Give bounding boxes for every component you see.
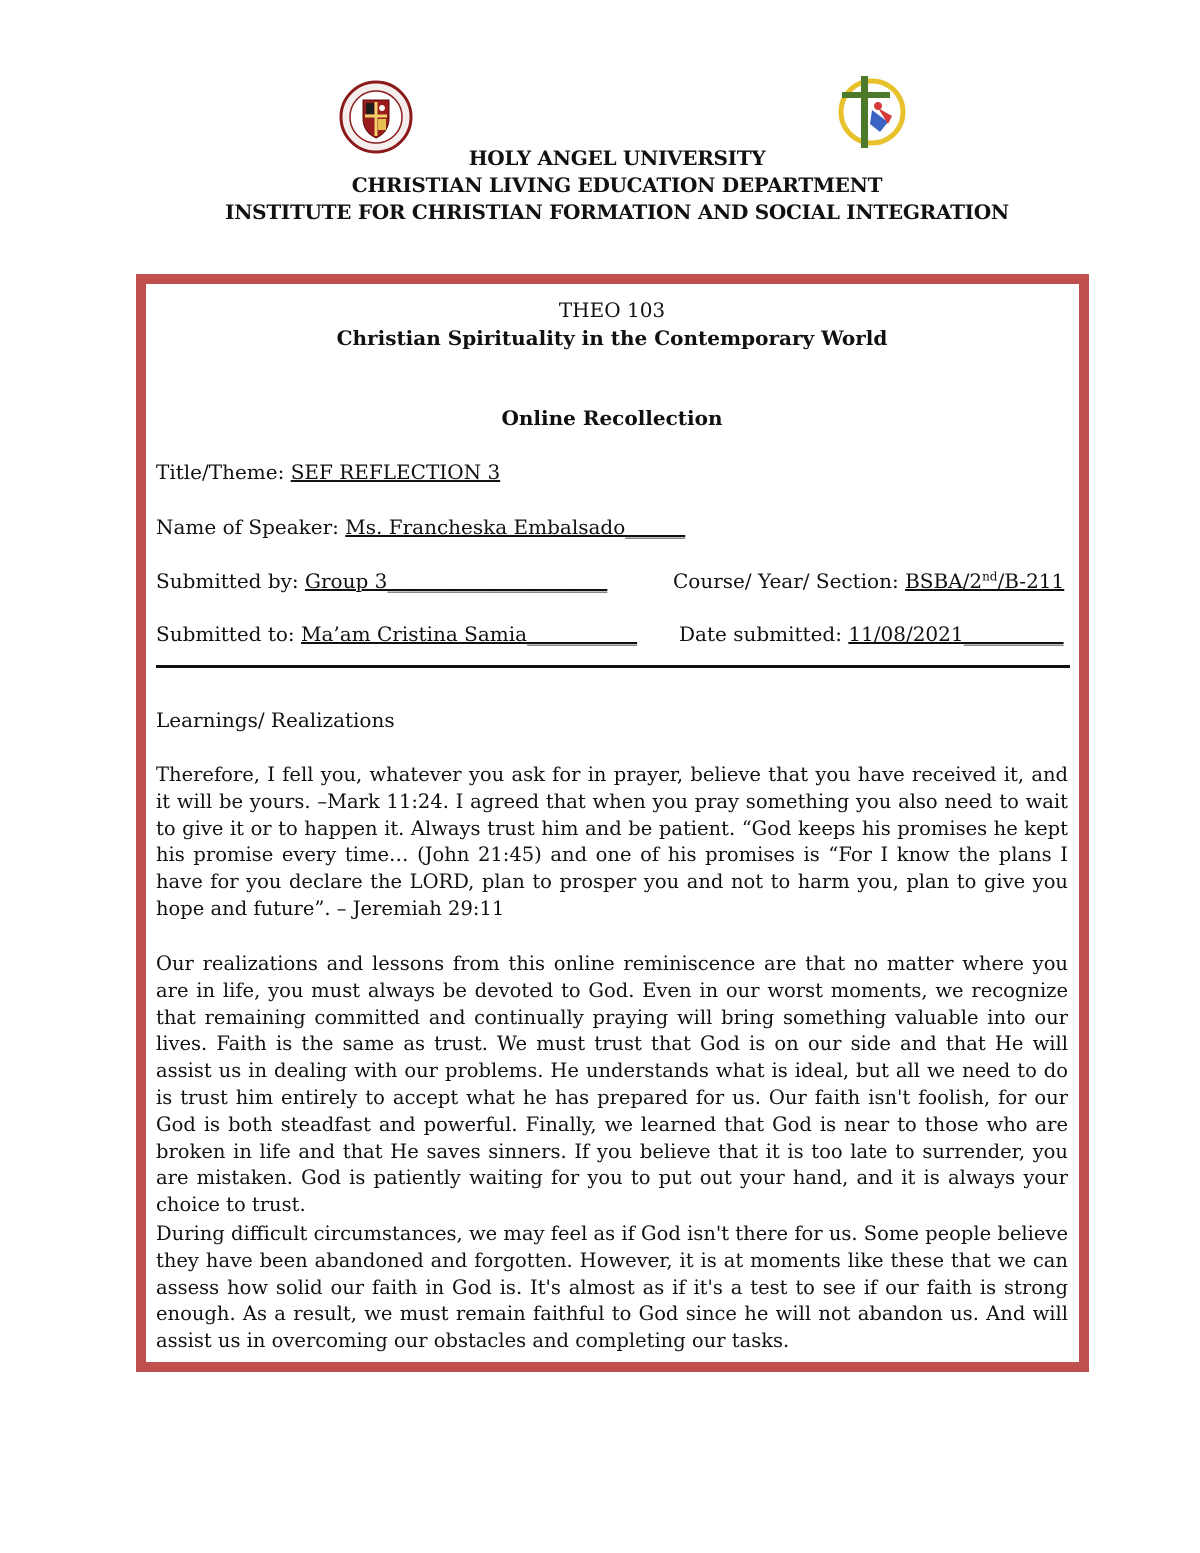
section-divider bbox=[156, 665, 1070, 668]
submitted-by-row bbox=[156, 568, 607, 594]
course-year-section-label: Course/ Year/ Section: bbox=[673, 569, 906, 593]
date-submitted-value: 11/08/2021__________ bbox=[848, 622, 1064, 646]
paragraph-1: Therefore, I fell you, whatever you ask for in prayer, believe that you have received it, and it will be yours. –Mark 11:24. I agreed that when you pray something you also need to wait to give it or to happen it. Always trust him and be patient. “God keeps his promises he kept his promise every time… (John 21:45) and one of his promises is “For I know the plans I have for you declare the LORD, plan to prosper you and not to harm you, plan to give you hope and future”. – Jeremiah 29:11 bbox=[156, 763, 1068, 920]
speaker-label: Name of Speaker: bbox=[156, 515, 346, 539]
university-seal-icon bbox=[333, 80, 419, 154]
department-name: CHRISTIAN LIVING EDUCATION DEPARTMENT bbox=[351, 173, 883, 197]
course-value-section: /B-211 bbox=[997, 569, 1065, 593]
title-theme-value: SEF REFLECTION 3 bbox=[290, 460, 501, 484]
course-year-section-value bbox=[905, 569, 1064, 593]
course-value-program: BSBA/2 bbox=[905, 569, 983, 593]
activity-title: Online Recollection bbox=[501, 406, 723, 430]
learnings-heading: Learnings/ Realizations bbox=[156, 708, 395, 732]
paragraph-2: Our realizations and lessons from this online reminiscence are that no matter where you are in life, you must always be devoted to God. Even in our worst moments, we recognize that remaining committed and continually praying will bring something valuable into our lives. Faith is the same as trust. We must trust that God is on our side and that He will assist us in dealing with our problems. He understands what is ideal, but all we need to do is trust him entirely to accept what he has prepared for us. Our faith isn't foolish, for our God is both steadfast and powerful. Finally, we learned that God is near to those who are broken in life and that He saves sinners. If you believe that it is too late to surrender, you are mistaken. God is patiently waiting for you to put out your hand, and it is always your choice to trust. bbox=[156, 952, 1068, 1217]
speaker-row bbox=[156, 514, 685, 540]
course-title: Christian Spirituality in the Contemporary World bbox=[336, 326, 888, 350]
submitted-to-label: Submitted to: bbox=[156, 622, 301, 646]
submitted-by-value: Group 3______________________ bbox=[305, 569, 608, 593]
course-code: THEO 103 bbox=[558, 298, 666, 322]
paragraph-3: During difficult circumstances, we may feel as if God isn't there for us. Some people believe they have been abandoned and forgotten. However, it is at moments like these that we can assess how solid our faith in God is. It's almost as if it's a test to see if our faith is strong enough. As a result, we must remain faithful to God since he will not abandon us. And will assist us in overcoming our obstacles and completing our tasks. bbox=[156, 1222, 1068, 1353]
institution-header bbox=[0, 145, 1200, 226]
title-theme-row bbox=[156, 459, 500, 485]
submitted-to-value: Ma’am Cristina Samia___________ bbox=[301, 622, 638, 646]
date-submitted-field bbox=[679, 621, 1064, 647]
submitted-by-label: Submitted by: bbox=[156, 569, 306, 593]
university-name: HOLY ANGEL UNIVERSITY bbox=[468, 146, 766, 170]
speaker-value: Ms. Francheska Embalsado______ bbox=[345, 515, 686, 539]
reflection-form-frame bbox=[136, 274, 1089, 1372]
date-submitted-label: Date submitted: bbox=[679, 622, 849, 646]
submitted-to-row bbox=[156, 621, 637, 647]
course-year-section-field bbox=[673, 568, 1064, 594]
cross-department-logo-icon bbox=[828, 72, 908, 150]
title-theme-label: Title/Theme: bbox=[156, 460, 291, 484]
institute-name: INSTITUTE FOR CHRISTIAN FORMATION AND SOCIAL INTEGRATION bbox=[225, 200, 1009, 224]
course-value-ordinal: nd bbox=[982, 569, 998, 584]
